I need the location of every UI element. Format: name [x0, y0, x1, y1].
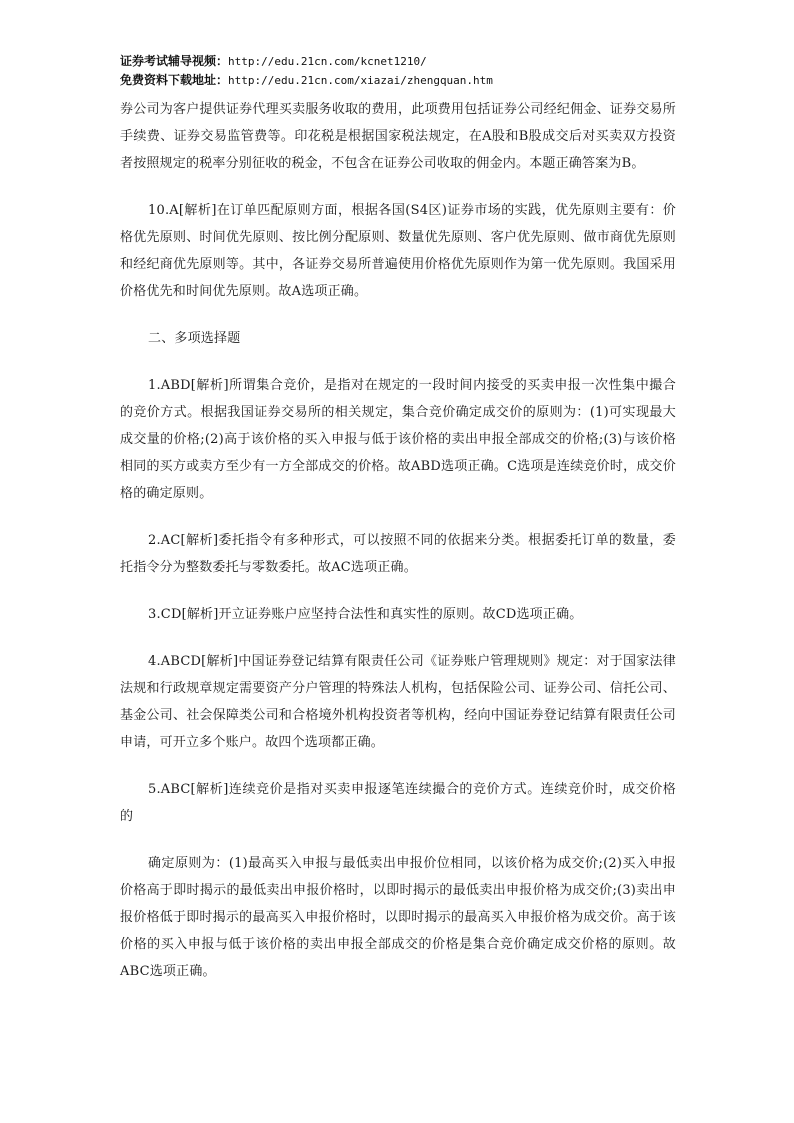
paragraph-answer-2: 2.AC[解析]委托指令有多种形式，可以按照不同的依据来分类。根据委托订单的数量，委托指令分为整数委托与零数委托。故AC选项正确。: [120, 533, 676, 575]
document-body: [120, 96, 676, 985]
page-header: [120, 52, 680, 90]
download-label: 免费资料下载地址：: [120, 73, 229, 87]
video-label: 证券考试辅导视频：: [120, 54, 229, 68]
download-url-link[interactable]: http://edu.21cn.com/xiazai/zhengquan.htm: [228, 74, 493, 87]
paragraph-answer-5-continued: 确定原则为：(1)最高买入申报与最低卖出申报价位相同，以该价格为成交价;(2)买入申报价格高于即时揭示的最低卖出申报价格时，以即时揭示的最低卖出申报价格为成交价;(3)卖出申报价格低于即时揭示的最高买入申报价格时，以即时揭示的最高买入申报价格为成交价。高于该价格的买入申报与低于该价格的卖出申报全部成交的价格是集合竞价确定成交价格的原则。故ABC选项正确。: [120, 856, 676, 979]
paragraph-answer-5: 5.ABC[解析]连续竞价是指对买卖申报逐笔连续撮合的竞价方式。连续竞价时，成交价格的: [120, 782, 676, 824]
paragraph-answer-1: 1.ABD[解析]所谓集合竞价，是指对在规定的一段时间内接受的买卖申报一次性集中撮合的竞价方式。根据我国证券交易所的相关规定，集合竞价确定成交价的原则为：(1)可实现最大成交量的价格;(2)高于该价格的买入申报与低于该价格的卖出申报全部成交的价格;(3)与该价格相同的买方或卖方至少有一方全部成交的价格。故ABD选项正确。C选项是连续竞价时，成交价格的确定原则。: [120, 378, 676, 501]
paragraph-answer-4: 4.ABCD[解析]中国证券登记结算有限责任公司《证券账户管理规则》规定：对于国家法律法规和行政规章规定需要资产分户管理的特殊法人机构，包括保险公司、证券公司、信托公司、基金公司、社会保障类公司和合格境外机构投资者等机构，经向中国证券登记结算有限责任公司申请，可开立多个账户。故四个选项都正确。: [120, 654, 676, 750]
paragraph-continuation: 券公司为客户提供证券代理买卖服务收取的费用，此项费用包括证券公司经纪佣金、证券交易所手续费、证券交易监管费等。印花税是根据国家税法规定，在A股和B股成交后对买卖双方投资者按照规定的税率分别征收的税金，不包含在证券公司收取的佣金内。本题正确答案为B。: [120, 102, 676, 171]
paragraph-answer-10: 10.A[解析]在订单匹配原则方面，根据各国(S4区)证券市场的实践，优先原则主要有：价格优先原则、时间优先原则、按比例分配原则、数量优先原则、客户优先原则、做市商优先原则和经纪商优先原则等。其中，各证券交易所普遍使用价格优先原则作为第一优先原则。我国采用价格优先和时间优先原则。故A选项正确。: [120, 203, 676, 299]
video-link-line: [120, 52, 680, 71]
paragraph-answer-3: 3.CD[解析]开立证券账户应坚持合法性和真实性的原则。故CD选项正确。: [148, 607, 583, 622]
section-heading-multiple-choice: 二、多项选择题: [148, 331, 241, 346]
download-link-line: [120, 71, 680, 90]
video-url-link[interactable]: http://edu.21cn.com/kcnet1210/: [228, 55, 427, 68]
